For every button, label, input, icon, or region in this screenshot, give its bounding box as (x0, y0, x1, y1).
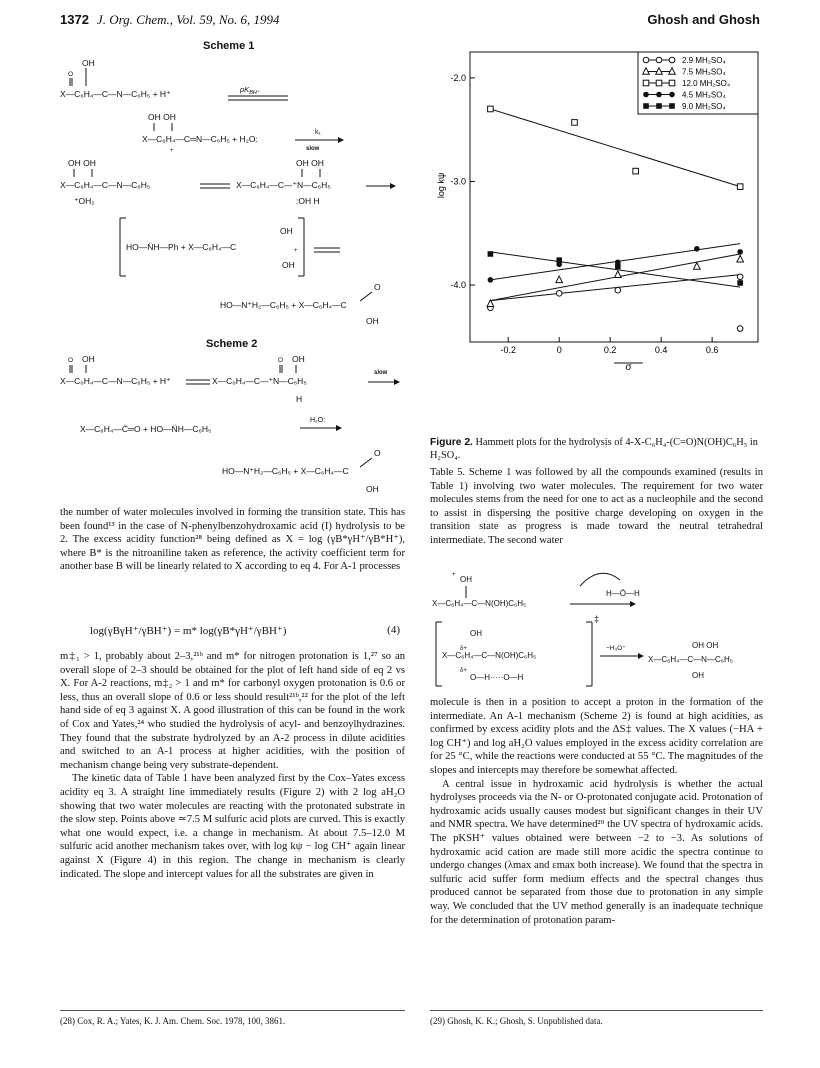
svg-text:δ+: δ+ (460, 668, 467, 674)
svg-text:HO—N⁺H₂—C₆H₅ + X—C₆H₄—C: HO—N⁺H₂—C₆H₅ + X—C₆H₄—C (220, 300, 347, 310)
x-tick-label: 0.4 (654, 345, 668, 355)
scheme1-title: Scheme 1 (203, 40, 255, 52)
data-point (694, 263, 701, 270)
right-paragraph-3: A central issue in hydroxamic acid hydrolysis is whether the actual hydrolyses proceeds via the N- or O-protonated conjugate acid. Protonation of hydroxamic acids usually causes modest but significant changes in their UV and NMR spectra. We have determined²⁹ the UV spectra of hydroxamic acids. The pKSH⁺ values obtained were between −2 to −3. As solutions of hydroxamic acid cation are made still more acidic the spectra continue to undergo changes (λmax and εmax both increase). We found that the spectra in sulfuric acid suffer form medium effects and the spectral changes thus produced cannot be separated from those due to protonation in any simple way. We concluded that the UV method generally is an inadequate technique for the determination of protonation param- (430, 778, 763, 926)
svg-text:‡: ‡ (594, 614, 600, 624)
data-point (737, 255, 744, 262)
hammett-plot (430, 46, 763, 386)
data-point (556, 276, 563, 283)
svg-text:O: O (68, 71, 74, 78)
journal-citation: J. Org. Chem., Vol. 59, No. 6, 1994 (96, 12, 280, 27)
svg-text:δ+: δ+ (460, 646, 467, 652)
x-tick-label: 0.6 (705, 345, 719, 355)
svg-text:OH: OH (366, 316, 379, 326)
svg-text:X—C₆H₄—C—⁺N—C₆H₅: X—C₆H₄—C—⁺N—C₆H₅ (212, 376, 307, 386)
svg-text:OH OH: OH OH (68, 158, 96, 168)
data-point (643, 80, 649, 86)
svg-text:X—C₆H₄—C—N—C₆H₅ + H⁺: X—C₆H₄—C—N—C₆H₅ + H⁺ (60, 376, 171, 386)
page-number: 1372 (60, 12, 89, 27)
right-paragraph-2: molecule is then in a position to accept a proton in the formation of the intermediate. An A-1 mechanism (Scheme 2) is found at high acidities, as confirmed by excess acidity plots and the ΔS‡ values. The X values (−HA + log CH⁺) and log aH₂O values employed in the excess acidity correlation are for 25 °C, while the reactions were conducted at 55 °C. The magnitudes of the slopes and intercepts may therefore be somewhat affected. (430, 697, 763, 776)
fit-line (490, 275, 740, 301)
scheme1-diagram (60, 54, 405, 326)
svg-text:X—C₆H₄—C—N(OH)C₆H₅: X—C₆H₄—C—N(OH)C₆H₅ (442, 651, 537, 660)
svg-text:OH: OH (292, 354, 305, 364)
legend-label: 12.0 MH₂SO₄ (682, 79, 731, 88)
left-paragraph-2: m‡₁ > 1, probably about 2–3,²¹ᵇ and m* for nitrogen protonation is 1,²⁷ so an overall slope of 2–3 should be obtained for the plot of left hand side of eq 2 vs X. For A-2 reactions, m‡₂ > 1 and m* for carbonyl oxygen protonation is 0.6 or less, thus an overall slope of 0.6 or less should result²¹ᵇ,²² for the plot of the left hand side of eq 3 against X. A good illustration of this can be found in the work of Cox and Yates,²⁴ who studied the hydrolysis of acyl- and benzoylhydrazines. They found that the substrate hydrolyzed by an A-2 process in dilute acidities and switched to an A-1 process at higher acidities, with the position of mechanism change being very substrate-dependent. (60, 651, 405, 771)
svg-text:X—C₆H₄—C—N—C₆H₅: X—C₆H₄—C—N—C₆H₅ (60, 180, 151, 190)
data-point (737, 326, 743, 332)
svg-text:O: O (374, 282, 381, 292)
scheme2-diagram (60, 352, 405, 500)
svg-text:slow: slow (306, 146, 320, 152)
svg-text:OH: OH (366, 484, 379, 494)
left-column-cont (60, 650, 405, 881)
legend-label: 7.5 MH₂SO₄ (682, 67, 726, 77)
svg-text:H₂O:: H₂O: (310, 417, 326, 424)
data-point (694, 246, 700, 252)
data-point (643, 92, 649, 98)
svg-text:k₁: k₁ (315, 129, 321, 136)
legend-label: 9.0 MH₂SO₄ (682, 102, 726, 111)
right-column-top (430, 466, 763, 548)
svg-text:OH: OH (82, 354, 95, 364)
transition-state-diagram (430, 562, 763, 694)
svg-text:X—C₆H₄—C—N(OH)C₆H₅: X—C₆H₄—C—N(OH)C₆H₅ (432, 599, 527, 608)
y-tick-label: -4.0 (450, 280, 466, 291)
data-point (615, 264, 621, 270)
svg-text:O: O (68, 357, 74, 364)
data-point (487, 300, 494, 307)
data-point (737, 280, 743, 286)
svg-text:O: O (374, 448, 381, 458)
data-point (669, 103, 675, 109)
legend-label: 2.9 MH₂SO₄ (682, 56, 726, 65)
data-point (488, 106, 494, 112)
data-point (643, 103, 649, 109)
x-tick-label: 0.2 (603, 345, 617, 355)
data-point (615, 271, 622, 278)
footnote-29: (29) Ghosh, K. K.; Ghosh, S. Unpublished data. (430, 1016, 603, 1026)
svg-text:OH: OH (282, 260, 295, 270)
right-paragraph-1: Table 5. Scheme 1 was followed by all the compounds examined (results in Table 1) involving two water molecules. The requirement for two water molecules stems from the need for one to act as a nucleophile and the second to assist in dispersing the positive charge developing on oxygen in the transition state as progress is made toward the neutral tetrahedral intermediate. The second water (430, 467, 763, 546)
svg-text:O: O (278, 357, 284, 364)
data-point (656, 103, 662, 109)
svg-text:OH: OH (460, 575, 472, 584)
data-point (737, 274, 743, 280)
scheme2-title: Scheme 2 (206, 338, 258, 350)
svg-text:O—H·····O—H: O—H·····O—H (470, 673, 524, 682)
y-axis-label: log kψ (436, 172, 446, 199)
data-point (643, 57, 649, 63)
legend-label: 4.5 MH₂SO₄ (682, 90, 726, 100)
y-tick-label: -2.0 (450, 72, 466, 83)
footnote-28: (28) Cox, R. A.; Yates, K. J. Am. Chem. Soc. 1978, 100, 3861. (60, 1016, 286, 1026)
right-column-bottom (430, 696, 763, 927)
y-tick-label: -3.0 (450, 176, 466, 187)
svg-text:X—C₆H₄—C═N—C₆H₅ + H₂O:: X—C₆H₄—C═N—C₆H₅ + H₂O: (142, 134, 258, 144)
left-paragraph-1: the number of water molecules involved in forming the transition state. This has been found¹³ in the case of N-phenylbenzohydroxamic acid (I) hydrolysis to be 2. The excess acidity function²⁸ being defined as X = log (γB*γH⁺/γB*H⁺), where B* is the nitroaniline taken as reference, the activity coefficient term for another base B will be linearly related to X according to eq 4. For A-1 processes (60, 507, 405, 573)
data-point (556, 291, 562, 297)
data-point (669, 80, 675, 86)
left-paragraph-3: The kinetic data of Table 1 have been analyzed first by the Cox–Yates excess acidity eq 3. A straight line immediately results (Figure 2) with 2 log aH₂O showing that two water molecules are reacting with the protonated substrate in the slow step. Points above ≃7.5 M sulfuric acid plots are curved. This is exactly what one would expect, i.e. a change in mechanism. At about 7.5–12.0 M sulfuric acid another mechanism takes over, with log kψ − log CH⁺ again linear against X (Figure 4) in this region. The change in mechanism is clearly indicated. The slope and intercept values for all the substrates are given in (60, 773, 405, 880)
equation-number: (4) (387, 624, 400, 636)
svg-text:X—C₆H₄—C̈═O + HO—N̈H—C₆H₅: X—C₆H₄—C̈═O + HO—N̈H—C₆H₅ (80, 424, 212, 434)
svg-text:+: + (294, 248, 298, 254)
footnote-rule-left (60, 1010, 405, 1011)
svg-text:X—C₆H₄—C—N—C₆H₅ + H⁺: X—C₆H₄—C—N—C₆H₅ + H⁺ (60, 89, 171, 99)
svg-text:OH: OH (692, 671, 704, 680)
svg-text:−H₃O⁺: −H₃O⁺ (606, 645, 626, 652)
svg-text:⁺OH₂: ⁺OH₂ (74, 196, 95, 206)
pk-label: $pK_{BH^+}$ (240, 85, 260, 96)
svg-text:HO—N̈H—Ph + X—C₆H₄—C: HO—N̈H—Ph + X—C₆H₄—C (126, 242, 237, 252)
data-point (656, 92, 662, 98)
svg-text:OH OH: OH OH (148, 112, 176, 122)
x-axis-label: σ (625, 362, 632, 373)
data-point (488, 277, 494, 283)
data-point (669, 92, 675, 98)
data-point (669, 57, 675, 63)
fit-line (490, 252, 740, 287)
fit-line (490, 109, 740, 187)
data-point (556, 257, 562, 263)
svg-text:+: + (170, 148, 174, 154)
footnote-rule-right (430, 1010, 763, 1011)
data-point (488, 251, 494, 257)
figure-label: Figure 2. (430, 437, 473, 448)
page-header (60, 12, 760, 32)
equation-text: log(γBγH⁺/γBH⁺) = m* log(γB*γH⁺/γBH⁺) (90, 625, 287, 637)
x-tick-label: -0.2 (500, 345, 516, 355)
figure-caption-text: Hammett plots for the hydrolysis of 4-X-C₆H₄-(C=O)N(OH)C₆H₅ in H₂SO₄. (430, 437, 758, 461)
data-point (572, 120, 578, 126)
data-point (656, 57, 662, 63)
svg-text:OH: OH (82, 58, 95, 68)
svg-text:HO—N⁺H₂—C₆H₅ + X—C₆H₄—C: HO—N⁺H₂—C₆H₅ + X—C₆H₄—C (222, 466, 349, 476)
svg-text:+: + (452, 572, 456, 578)
svg-text:OH: OH (280, 226, 293, 236)
data-point (737, 184, 743, 190)
data-point (656, 80, 662, 86)
data-point (737, 249, 743, 255)
equation-4 (90, 624, 400, 637)
left-column (60, 506, 405, 574)
data-point (615, 287, 621, 293)
data-point (633, 168, 639, 174)
svg-text:slow: slow (374, 370, 388, 376)
svg-text:X—C₆H₄—C—N—C₆H₅: X—C₆H₄—C—N—C₆H₅ (648, 655, 733, 664)
x-tick-label: 0 (556, 345, 562, 355)
svg-text::OH H: :OH H (296, 196, 320, 206)
svg-text:OH: OH (470, 629, 482, 638)
figure2-chart (430, 46, 763, 386)
svg-text:X—C₆H₄—C—⁺N—C₆H₅: X—C₆H₄—C—⁺N—C₆H₅ (236, 180, 331, 190)
svg-text:OH OH: OH OH (692, 641, 719, 650)
svg-text:OH OH: OH OH (296, 158, 324, 168)
figure-caption (430, 436, 763, 462)
running-authors: Ghosh and Ghosh (647, 12, 760, 27)
svg-text:H: H (296, 394, 303, 404)
svg-text:H—Ö—H: H—Ö—H (606, 589, 640, 598)
